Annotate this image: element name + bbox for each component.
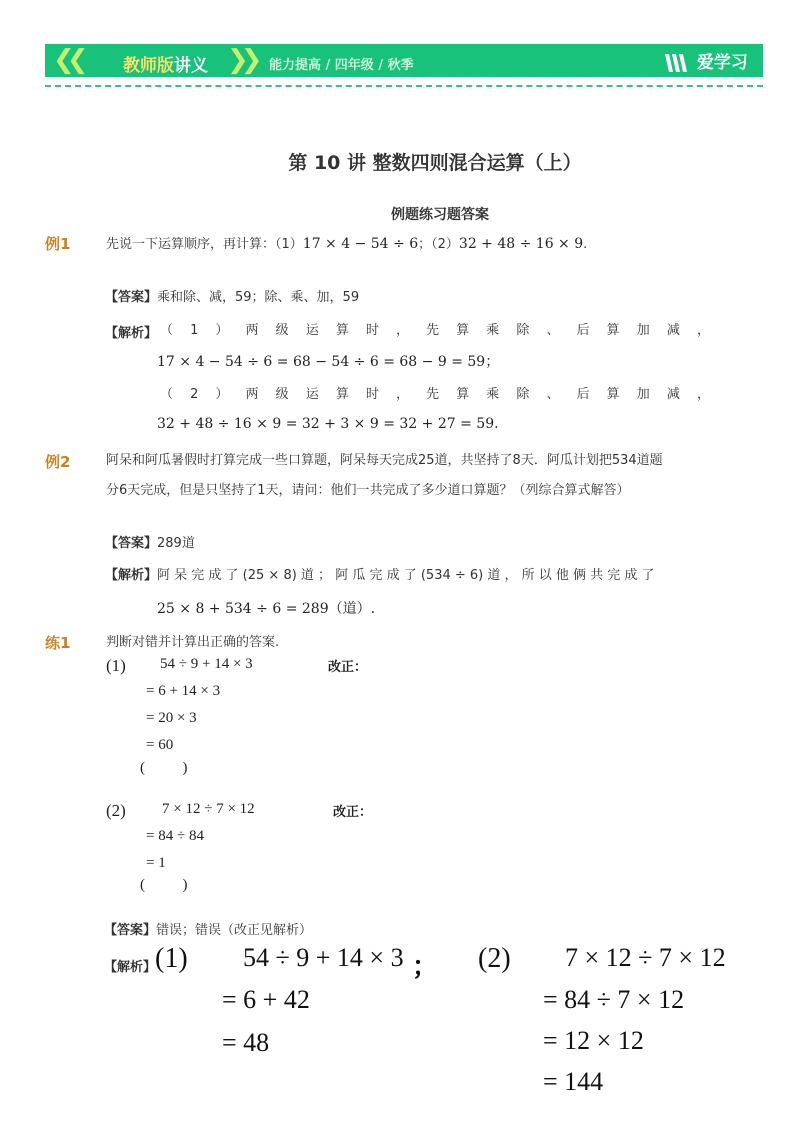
- sol2-step-2: = 12 × 12: [543, 1026, 644, 1055]
- analysis-char: ）: [215, 387, 229, 402]
- ex2-analysis-line2: 25 × 8 + 534 ÷ 6 = 289（道）.: [157, 601, 376, 617]
- lecture-title: 第 10 讲 整数四则混合运算（上）: [288, 152, 582, 174]
- example-1-label: 例1: [45, 235, 71, 253]
- ex2-question-line2: 分6天完成，但是只坚持了1天，请问：他们一共完成了多少道口算题？（列综合算式解答）: [106, 483, 630, 498]
- sol1-separator: ；: [412, 952, 439, 981]
- sol1-expression: 54 ÷ 9 + 14 × 3: [243, 943, 404, 972]
- analysis-char: 算: [335, 387, 349, 402]
- analysis-tag: 【解析】: [105, 568, 158, 583]
- analysis-char: ）: [215, 323, 229, 338]
- analysis-char: 算: [606, 323, 620, 338]
- sol2-step-3: = 144: [543, 1067, 604, 1096]
- ex2-question-line1: 阿呆和阿瓜暑假时打算完成一些口算题，阿呆每天完成25道，共坚持了8天．阿瓜计划把534道题: [106, 453, 663, 468]
- analysis-char: 先: [426, 323, 440, 338]
- analysis-char: 1: [190, 323, 199, 338]
- analysis-char: 2: [190, 387, 199, 402]
- ex1-analysis-line1: [160, 321, 710, 341]
- p2-expression: 7 × 12 ÷ 7 × 12: [162, 801, 255, 817]
- ex1-question-mid: ；（2）: [418, 237, 459, 252]
- analysis-char: 除: [516, 323, 530, 338]
- answer-tag: 【答案】: [104, 923, 157, 938]
- practice-1-question: 判断对错并计算出正确的答案.: [106, 635, 280, 650]
- analysis-char: 级: [275, 387, 289, 402]
- ex1-analysis-expr1: 17 × 4 − 54 ÷ 6 = 68 − 54 ÷ 6 = 68 − 9 = 59；: [157, 354, 500, 370]
- analysis-char: 后: [576, 387, 590, 402]
- analysis-char: ，: [696, 387, 710, 402]
- sol2-expression: 7 × 12 ÷ 7 × 12: [565, 943, 726, 972]
- p1-number: (1): [106, 656, 126, 675]
- analysis-char: （: [160, 323, 174, 338]
- ex1-analysis-line2: [160, 385, 710, 405]
- pr1-answer-text: 错误；错误（改正见解析）: [156, 923, 313, 938]
- p2-correction-label: 改正：: [333, 804, 373, 819]
- double-chevron-right-icon: ❯❯: [227, 45, 255, 75]
- ex1-analysis-expr2: 32 + 48 ÷ 16 × 9 = 32 + 3 × 9 = 32 + 27 = 59.: [157, 416, 499, 432]
- header-banner: [45, 44, 763, 77]
- analysis-char: 先: [426, 387, 440, 402]
- analysis-char: ，: [396, 323, 410, 338]
- ex1-question-suffix: .: [583, 237, 588, 252]
- ex1-question-expr1: 17 × 4 − 54 ÷ 6: [302, 236, 419, 252]
- analysis-char: 加: [636, 323, 650, 338]
- analysis-char: 运: [305, 387, 319, 402]
- p1-judgement-blank[interactable]: ( ): [140, 760, 188, 776]
- example-2-analysis: [105, 566, 655, 586]
- header-title-part1: 教师版: [123, 56, 174, 76]
- sol2-step-1: = 84 ÷ 7 × 12: [543, 985, 685, 1014]
- p2-step-2: = 1: [146, 855, 166, 871]
- sol1-step-1: = 6 + 42: [222, 985, 310, 1014]
- brand-logo-icon: [663, 52, 691, 74]
- analysis-char: ，: [396, 387, 410, 402]
- analysis-char: 算: [456, 323, 470, 338]
- p2-judgement-blank[interactable]: ( ): [140, 877, 188, 893]
- analysis-char: 两: [245, 323, 259, 338]
- practice-1-analysis-tag: 【解析】: [104, 960, 157, 975]
- practice-1-answer: [104, 921, 312, 941]
- analysis-char: 减: [666, 387, 680, 402]
- analysis-char: 加: [636, 387, 650, 402]
- header-breadcrumb: 能力提高 / 四年级 / 秋季: [269, 58, 414, 73]
- p1-expression: 54 ÷ 9 + 14 × 3: [160, 656, 253, 672]
- p1-step-2: = 20 × 3: [146, 710, 197, 726]
- sol2-number: (2): [478, 943, 511, 974]
- example-2-label: 例2: [45, 453, 71, 471]
- analysis-char: 两: [245, 387, 259, 402]
- example-1-analysis-tag: 【解析】: [105, 326, 158, 341]
- brand-logo-text: 爱学习: [696, 53, 748, 73]
- analysis-char: 时: [365, 323, 379, 338]
- section-title: 例题练习题答案: [391, 207, 489, 223]
- analysis-char: 时: [365, 387, 379, 402]
- ex2-analysis-line1: 阿 呆 完 成 了 (25 × 8) 道 ； 阿 瓜 完 成 了 (534 ÷ 6) 道 ， 所 以 他 俩 共 完 成 了: [157, 568, 655, 583]
- sol1-number: (1): [155, 943, 188, 974]
- p1-step-1: = 6 + 14 × 3: [146, 683, 221, 699]
- example-1-answer: [105, 288, 359, 308]
- ex1-question-expr2: 32 + 48 ÷ 16 × 9: [458, 236, 584, 252]
- answer-tag: 【答案】: [105, 536, 158, 551]
- sol1-step-2: = 48: [222, 1028, 270, 1057]
- header-title: [123, 51, 208, 76]
- ex1-question-prefix: 先说一下运算顺序，再计算：（1）: [106, 237, 303, 252]
- ex1-answer-text: 乘和除、减，59；除、乘、加，59: [157, 290, 360, 305]
- practice-1-label: 练1: [45, 634, 71, 652]
- analysis-char: 算: [606, 387, 620, 402]
- header-title-part2: 讲义: [174, 56, 208, 76]
- analysis-char: 级: [275, 323, 289, 338]
- double-chevron-left-icon: ❮❮: [53, 45, 81, 75]
- analysis-char: （: [160, 387, 174, 402]
- analysis-char: 除: [516, 387, 530, 402]
- answer-tag: 【答案】: [105, 290, 158, 305]
- analysis-char: 乘: [486, 387, 500, 402]
- analysis-char: 算: [335, 323, 349, 338]
- p2-number: (2): [106, 801, 126, 820]
- brand-logo: [663, 48, 748, 74]
- analysis-char: 算: [456, 387, 470, 402]
- header-divider: [45, 85, 763, 87]
- analysis-char: 、: [546, 387, 560, 402]
- p1-step-3: = 60: [146, 737, 174, 753]
- p2-step-1: = 84 ÷ 84: [146, 828, 204, 844]
- example-2-answer: [105, 534, 195, 554]
- analysis-char: 减: [666, 323, 680, 338]
- example-1-question: [106, 234, 587, 255]
- analysis-char: 后: [576, 323, 590, 338]
- ex2-answer-text: 289道: [157, 536, 195, 551]
- p1-correction-label: 改正：: [328, 659, 368, 674]
- analysis-char: 运: [305, 323, 319, 338]
- analysis-char: 乘: [486, 323, 500, 338]
- analysis-char: ，: [696, 323, 710, 338]
- analysis-char: 、: [546, 323, 560, 338]
